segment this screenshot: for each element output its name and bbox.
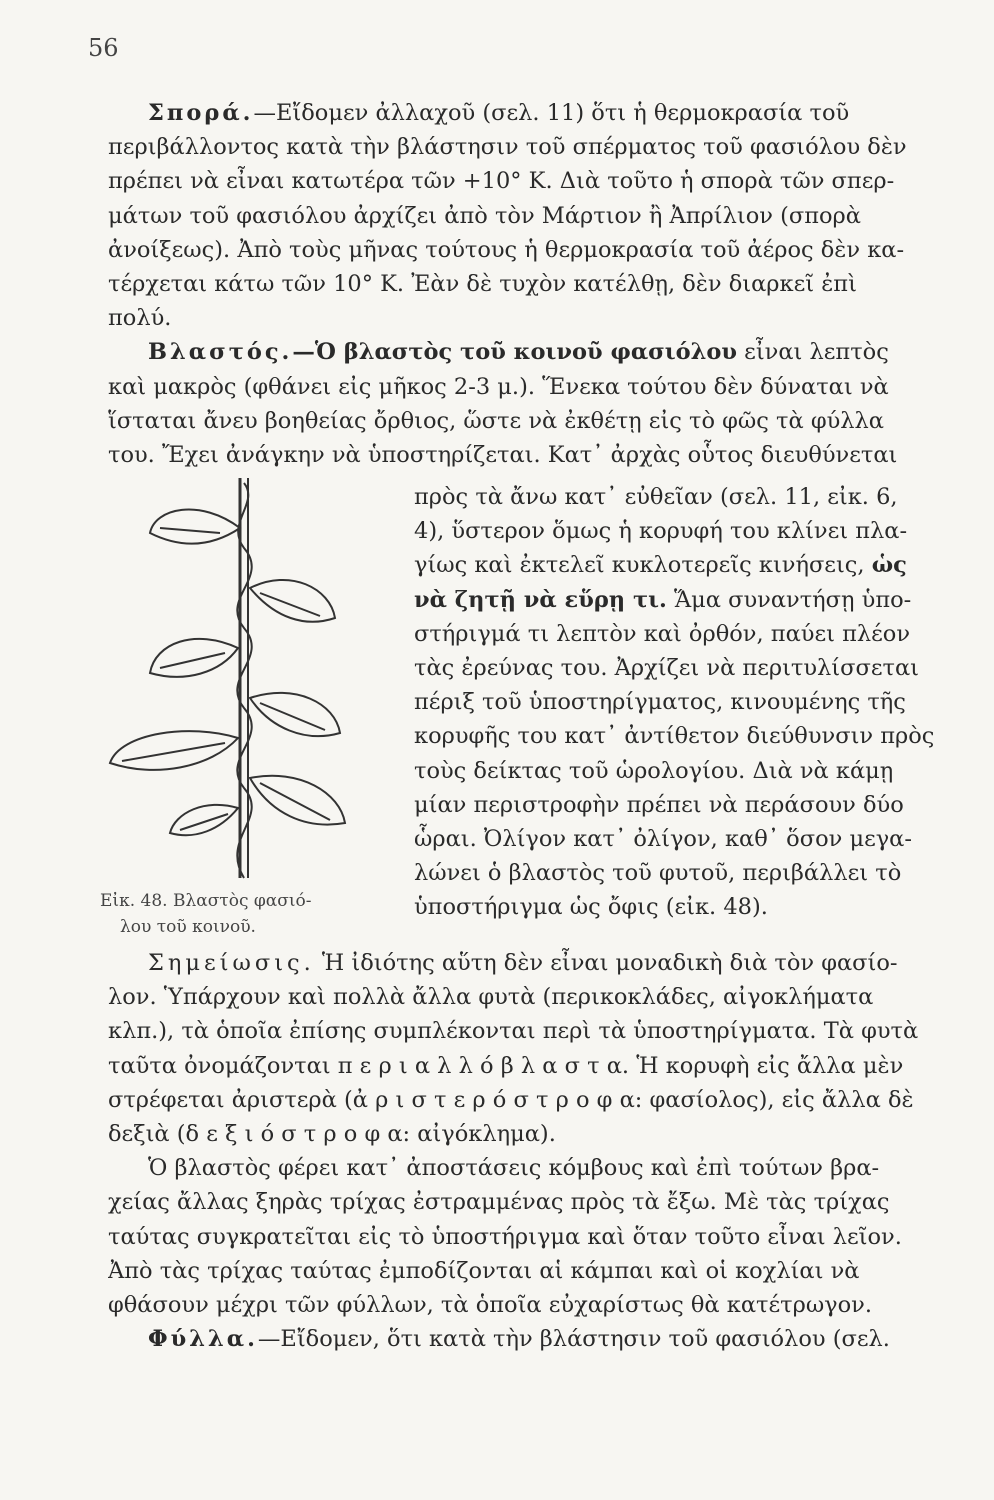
side-bold-1: ὡς bbox=[871, 552, 907, 579]
spora-line-6: τέρχεται κάτω τῶν 10° Κ. Ἐὰν δὲ τυχὸν κατέλθῃ, δὲν διαρκεῖ ἐπὶ bbox=[108, 271, 857, 298]
note-text: Ἡ ἰδιότης αὕτη δὲν εἶναι μοναδικὴ διὰ τὸν φασίο- bbox=[314, 950, 898, 976]
side-line-1: πρὸς τὰ ἄνω κατ᾿ εὐθεῖαν (σελ. 11, εἰκ. 6, bbox=[414, 484, 898, 510]
side-line-3 bbox=[414, 548, 959, 582]
side-line-12: λώνει ὁ βλαστὸς τοῦ φυτοῦ, περιβάλλει τὸ bbox=[414, 860, 902, 887]
side-line-2: 4), ὕστερον ὅμως ἡ κορυφή του κλίνει πλα- bbox=[414, 518, 908, 545]
note-line-3: κλπ.), τὰ ὁποῖα ἐπίσης συμπλέκονται περὶ τὰ ὑποστηρίγματα. Τὰ φυτὰ bbox=[108, 1018, 919, 1045]
blastos-line-4: του. Ἔχει ἀνάγκην νὰ ὑποστηρίζεται. Κατ᾿ ἀρχὰς οὗτος διευθύνεται bbox=[108, 442, 898, 469]
blastos-line-2: καὶ μακρὸς (φθάνει εἰς μῆκος 2-3 μ.). Ἕνεκα τούτου δὲν δύναται νὰ bbox=[108, 373, 889, 400]
side-after-bold: Ἅμα συναντήσῃ ὑπο- bbox=[666, 586, 912, 613]
side-text-block bbox=[414, 480, 959, 925]
note-line-6: δεξιὰ (δ ε ξ ι ό σ τ ρ ο φ α: αἰγόκλημα). bbox=[108, 1121, 556, 1148]
bean-stem-illustration bbox=[100, 478, 400, 888]
fylla-rest: —Εἴδομεν, ὅτι κατὰ τὴν βλάστησιν τοῦ φασιόλου (σελ. bbox=[257, 1326, 890, 1353]
blastos-first-rest: εἶναι λεπτὸς bbox=[737, 339, 889, 366]
side-line-13: ὑποστήριγμα ὡς ὄφις (εἰκ. 48). bbox=[414, 894, 768, 921]
side-line-7: πέριξ τοῦ ὑποστηρίγματος, κινουμένης τῆς bbox=[414, 689, 906, 716]
side-line-10: μίαν περιστροφὴν πρέπει νὰ περάσουν δύο bbox=[414, 791, 904, 818]
hairs-line-1: Ὁ βλαστὸς φέρει κατ᾿ ἀποστάσεις κόμβους καὶ ἐπὶ τούτων βρα- bbox=[148, 1155, 880, 1182]
side-line-11: ὧραι. Ὀλίγον κατ᾿ ὀλίγον, καθ᾿ ὅσον μεγα- bbox=[414, 826, 912, 853]
side-line-8: κορυφῆς του κατ᾿ ἀντίθετον διεύθυνσιν πρὸς bbox=[414, 723, 935, 750]
hairs-line-5: φθάσουν μέχρι τῶν φύλλων, τὰ ὁποῖα εὐχαρίστως θὰ κατέτρωγον. bbox=[108, 1292, 872, 1319]
side-line-4 bbox=[414, 583, 959, 617]
side-line-9: τοὺς δείκτας τοῦ ὡρολογίου. Διὰ νὰ κάμῃ bbox=[414, 757, 894, 784]
spora-text: —Εἴδομεν ἀλλαχοῦ (σελ. 11) ὅτι ἡ θερμοκρασία τοῦ bbox=[253, 100, 850, 126]
caption-line-1: Εἰκ. 48. Βλαστὸς φασιό- bbox=[100, 891, 312, 911]
side-bold-2: νὰ ζητῇ νὰ εὕρῃ τι. bbox=[414, 586, 667, 613]
bean-stem-figure bbox=[100, 478, 400, 888]
hairs-line-2: χείας ἄλλας ξηρὰς τρίχας ἐστραμμένας πρὸς τὰ ἔξω. Μὲ τὰς τρίχας bbox=[108, 1189, 890, 1216]
spora-line-1 bbox=[108, 96, 958, 130]
spora-line-3: πρέπει νὰ εἶναι κατωτέρα τῶν +10° Κ. Διὰ τοῦτο ἡ σπορὰ τῶν σπερ- bbox=[108, 168, 895, 195]
hairs-line-4: Ἀπὸ τὰς τρίχας ταύτας ἐμποδίζονται αἱ κάμπαι καὶ οἱ κοχλίαι νὰ bbox=[108, 1257, 860, 1284]
blastos-bold-phrase: —Ὁ βλαστὸς τοῦ κοινοῦ φασιόλου bbox=[292, 339, 738, 366]
spora-line-2: περιβάλλοντος κατὰ τὴν βλάστησιν τοῦ σπέρματος τοῦ φασιόλου δὲν bbox=[108, 134, 907, 161]
hairs-line-3: ταύτας συγκρατεῖται εἰς τὸ ὑποστήριγμα καὶ ὅταν τοῦτο εἶναι λεῖον. bbox=[108, 1223, 902, 1250]
caption-line-2: λου τοῦ κοινοῦ. bbox=[120, 917, 256, 937]
side-line-3-text: γίως καὶ ἐκτελεῖ κυκλοτερεῖς κινήσεις, bbox=[414, 552, 865, 579]
spora-line-4: μάτων τοῦ φασιόλου ἀρχίζει ἀπὸ τὸν Μάρτιον ἢ Ἀπρίλιον (σπορὰ bbox=[108, 202, 861, 229]
spora-heading: Σπορά. bbox=[148, 100, 254, 126]
blastos-line-3: ἵσταται ἄνευ βοηθείας ὄρθιος, ὥστε νὰ ἐκθέτῃ εἰς τὸ φῶς τὰ φύλλα bbox=[108, 407, 884, 434]
spora-line-5: ἀνοίξεως). Ἀπὸ τοὺς μῆνας τούτους ἡ θερμοκρασία τοῦ ἀέρος δὲν κα- bbox=[108, 236, 905, 263]
bottom-text-block bbox=[108, 946, 958, 1356]
spora-line-7: πολύ. bbox=[108, 305, 172, 332]
top-text-block bbox=[108, 96, 958, 472]
note-line-5: στρέφεται ἀριστερὰ (ἀ ρ ι σ τ ε ρ ό σ τ ρ ο φ α: φασίολος), εἰς ἄλλα δὲ bbox=[108, 1086, 914, 1113]
blastos-line-1 bbox=[108, 335, 958, 369]
side-line-5: στήριγμά τι λεπτὸν καὶ ὀρθόν, παύει πλέον bbox=[414, 620, 910, 647]
note-line-4: ταῦτα ὀνομάζονται π ε ρ ι α λ λ ό β λ α σ τ α. Ἡ κορυφὴ εἰς ἄλλα μὲν bbox=[108, 1052, 904, 1079]
note-line-1 bbox=[108, 946, 958, 980]
blastos-heading: Βλαστός. bbox=[148, 339, 293, 366]
figure-caption bbox=[100, 888, 370, 940]
note-line-2: λον. Ὑπάρχουν καὶ πολλὰ ἄλλα φυτὰ (περικοκλάδες, αἰγοκλήματα bbox=[108, 984, 874, 1011]
note-heading: Σημείωσις. bbox=[148, 950, 315, 976]
page-number: 56 bbox=[88, 34, 119, 62]
fylla-line-1 bbox=[108, 1322, 958, 1356]
side-line-6: τὰς ἐρεύνας του. Ἀρχίζει νὰ περιτυλίσσεται bbox=[414, 655, 919, 682]
fylla-heading: Φύλλα. bbox=[148, 1326, 258, 1353]
